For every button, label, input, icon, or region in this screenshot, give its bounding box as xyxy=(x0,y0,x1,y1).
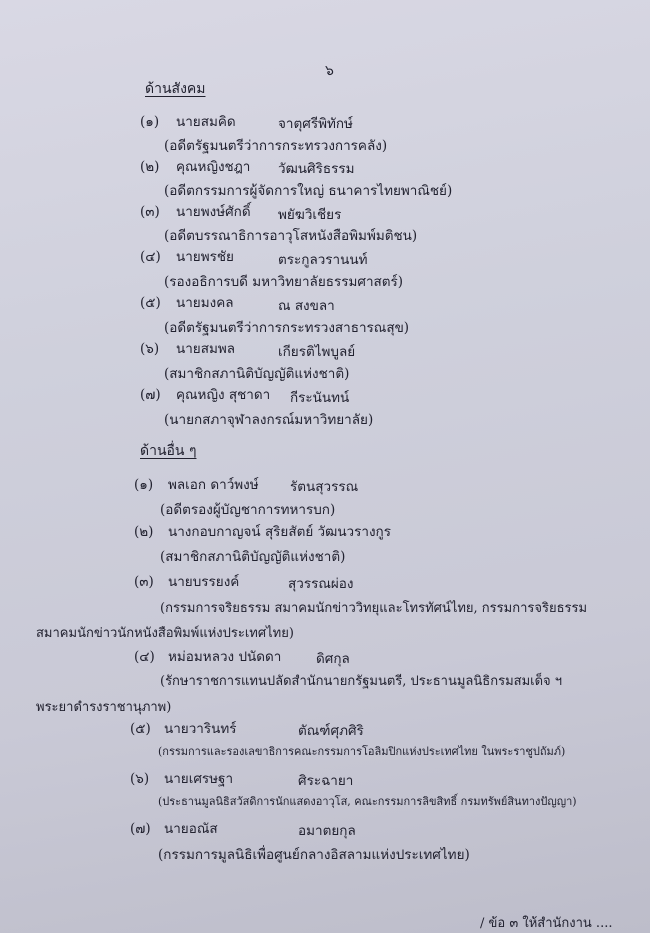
person-surname: ศิระฉายา xyxy=(298,773,354,789)
item-number: (๓) xyxy=(134,574,154,590)
person-position: (อดีตรองผู้บัญชาการทหารบก) xyxy=(160,502,336,518)
person-position: (กรรมการมูลนิธิเพื่อศูนย์กลางอิสลามแห่งประเทศไทย) xyxy=(158,847,470,863)
person-surname: วัฒนศิริธรรม xyxy=(278,161,355,177)
person-name: หม่อมหลวง ปนัดดา xyxy=(168,649,282,665)
item-number: (๕) xyxy=(130,721,151,737)
person-surname: จาตุศรีพิทักษ์ xyxy=(278,116,353,132)
person-position: (รองอธิการบดี มหาวิทยาลัยธรรมศาสตร์) xyxy=(164,274,404,290)
person-position: (อดีตรัฐมนตรีว่าการกระทรวงการคลัง) xyxy=(164,138,388,154)
person-position: (อดีตกรรมการผู้จัดการใหญ่ ธนาคารไทยพาณิชย์) xyxy=(164,183,453,199)
person-position: (อดีตบรรณาธิการอาวุโสหนังสือพิมพ์มติชน) xyxy=(164,228,418,244)
person-position-continued: พระยาดำรงราชานุภาพ) xyxy=(36,700,172,715)
person-name: นายสมพล xyxy=(176,341,236,357)
person-surname: สุวรรณผ่อง xyxy=(288,576,354,592)
item-number: (๔) xyxy=(140,249,161,265)
item-number: (๒) xyxy=(134,524,154,540)
person-surname: ดิศกุล xyxy=(316,651,350,667)
person-surname: กีระนันทน์ xyxy=(290,390,350,406)
person-surname: เกียรติไพบูลย์ xyxy=(278,344,356,360)
item-number: (๖) xyxy=(140,341,160,357)
item-number: (๓) xyxy=(140,204,160,220)
person-name: นายมงคล xyxy=(176,295,234,311)
person-name: พลเอก ดาว์พงษ์ xyxy=(168,477,259,493)
person-name: คุณหญิง สุชาดา xyxy=(176,387,271,403)
item-number: (๗) xyxy=(130,821,151,837)
person-surname: ณ สงขลา xyxy=(278,298,335,314)
person-position: (ประธานมูลนิธิสวัสดิการนักแสดงอาวุโส, คณะกรรมการลิขสิทธิ์ กรมทรัพย์สินทางปัญญา) xyxy=(158,795,577,808)
person-surname: พยัฆวิเชียร xyxy=(278,207,342,223)
item-number: (๗) xyxy=(140,387,161,403)
item-number: (๔) xyxy=(134,649,155,665)
person-name: นายอณัส xyxy=(164,821,218,837)
item-number: (๑) xyxy=(140,114,160,130)
item-number: (๕) xyxy=(140,295,161,311)
person-name: นายพงษ์ศักดิ์ xyxy=(176,204,251,220)
person-position: (อดีตรัฐมนตรีว่าการกระทรวงสาธารณสุข) xyxy=(164,320,410,336)
person-name: คุณหญิงชฎา xyxy=(176,159,251,175)
person-position: (นายกสภาจุฬาลงกรณ์มหาวิทยาลัย) xyxy=(164,412,374,428)
person-position: (รักษาราชการแทนปลัดสำนักนายกรัฐมนตรี, ประธานมูลนิธิกรมสมเด็จ ฯ xyxy=(160,674,563,689)
person-surname: ตัณฑ์ศุภศิริ xyxy=(298,723,364,739)
person-name: นายเศรษฐา xyxy=(164,771,234,787)
person-surname: อมาตยกุล xyxy=(298,823,356,839)
item-number: (๖) xyxy=(130,771,150,787)
person-name: นายวารินทร์ xyxy=(164,721,237,737)
person-name: นางกอบกาญจน์ สุริยสัตย์ วัฒนวรางกูร xyxy=(168,524,391,540)
continuation-footer: / ข้อ ๓ ให้สำนักงาน .... xyxy=(480,916,613,931)
person-position: (กรรมการจริยธรรม สมาคมนักข่าววิทยุและโทรทัศน์ไทย, กรรมการจริยธรรม xyxy=(160,601,588,616)
person-surname: รัตนสุวรรณ xyxy=(290,479,359,495)
item-number: (๑) xyxy=(134,477,154,493)
person-name: นายพรชัย xyxy=(176,249,234,265)
person-position: (กรรมการและรองเลขาธิการคณะกรรมการโอลิมปิกแห่งประเทศไทย ในพระราชูปถัมภ์) xyxy=(158,745,566,758)
person-position: (สมาชิกสภานิติบัญญัติแห่งชาติ) xyxy=(164,366,350,382)
page-number: ๖ xyxy=(325,63,334,79)
person-surname: ตระกูลวรานนท์ xyxy=(278,252,368,268)
person-position-continued: สมาคมนักข่าวนักหนังสือพิมพ์แห่งประเทศไทย) xyxy=(36,626,294,641)
item-number: (๒) xyxy=(140,159,160,175)
person-position: (สมาชิกสภานิติบัญญัติแห่งชาติ) xyxy=(160,549,346,565)
section-title-social: ด้านสังคม xyxy=(145,81,206,97)
person-name: นายสมคิด xyxy=(176,114,236,130)
person-name: นายบรรยงค์ xyxy=(168,574,240,590)
section-title-other: ด้านอื่น ๆ xyxy=(140,443,197,459)
